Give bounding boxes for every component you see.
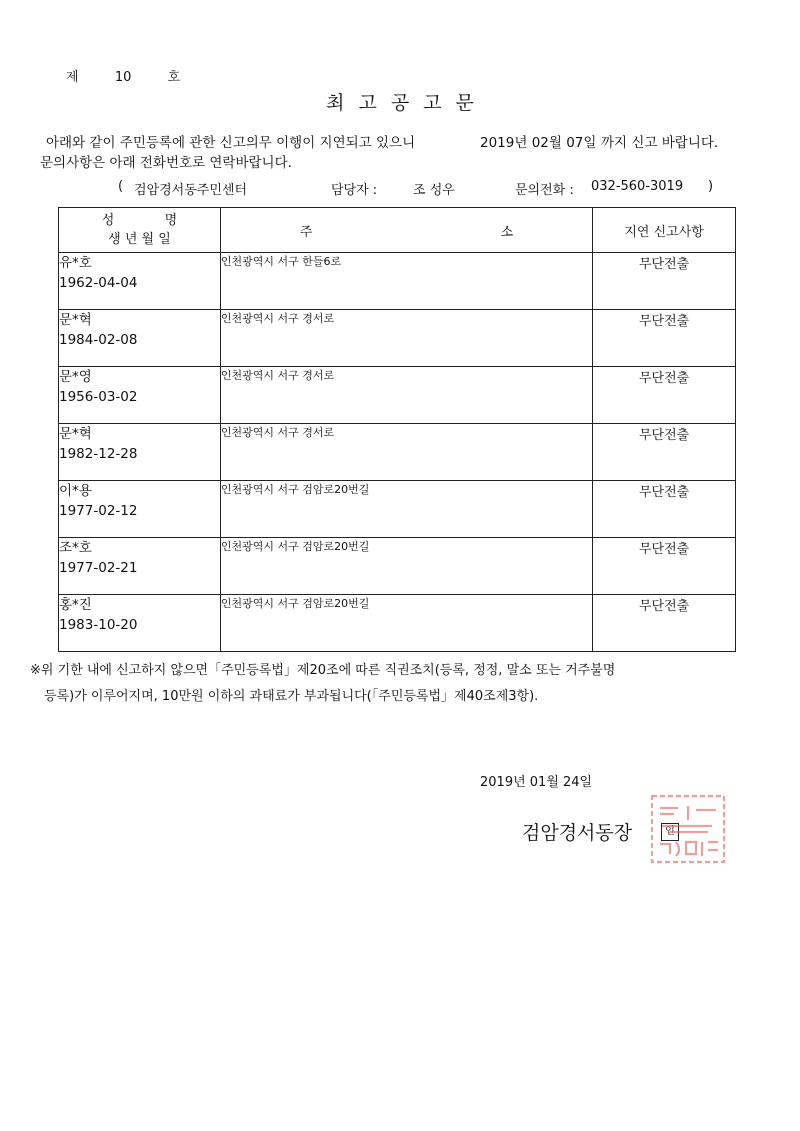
address-cell: 인천광역시 서구 검암로20번길 — [220, 481, 592, 538]
resident-birthdate: 1984-02-08 — [59, 332, 138, 348]
status-cell: 무단전출 — [593, 538, 736, 595]
header-name-birth — [59, 208, 221, 253]
header-name-2: 명 — [164, 213, 178, 228]
name-cell — [59, 538, 221, 595]
page-title: 최고공고문 — [326, 92, 488, 114]
resident-birthdate: 1962-04-04 — [59, 275, 138, 291]
name-cell — [59, 253, 221, 310]
seal-mark: 인 — [661, 823, 679, 841]
status-cell: 무단전출 — [593, 367, 736, 424]
resident-name: 홍*진 — [59, 597, 92, 613]
address-cell: 인천광역시 서구 경서로 — [220, 310, 592, 367]
resident-name: 유*호 — [59, 255, 92, 271]
header-name-1: 성 — [101, 213, 115, 228]
table-row — [59, 481, 736, 538]
address-cell: 인천광역시 서구 검암로20번길 — [220, 538, 592, 595]
status-cell: 무단전출 — [593, 310, 736, 367]
contact-open-paren: ( — [118, 179, 124, 194]
resident-name: 조*호 — [59, 540, 92, 556]
name-cell — [59, 310, 221, 367]
status-cell: 무단전출 — [593, 424, 736, 481]
table-row — [59, 538, 736, 595]
table-row — [59, 424, 736, 481]
resident-birthdate: 1982-12-28 — [59, 446, 138, 462]
document-number-prefix: 제 — [66, 70, 79, 85]
delinquent-residents-table — [58, 207, 736, 652]
penalty-notice-line-2: 등록)가 이루어지며, 10만원 이하의 과태료가 부과됩니다(「주민등록법」제40조제3항). — [44, 689, 539, 704]
address-cell: 인천광역시 서구 검암로20번길 — [220, 595, 592, 652]
name-cell — [59, 481, 221, 538]
intro-line-2: 문의사항은 아래 전화번호로 연락바랍니다. — [40, 155, 292, 171]
name-cell — [59, 595, 221, 652]
issue-date: 2019년 01월 24일 — [480, 775, 593, 790]
document-number-suffix: 호 — [167, 70, 181, 85]
contact-phone: 032-560-3019 — [591, 179, 684, 194]
header-address-1: 주 — [299, 224, 313, 240]
name-cell — [59, 367, 221, 424]
address-cell: 인천광역시 서구 경서로 — [220, 424, 592, 481]
table-row — [59, 253, 736, 310]
deadline-tail: 까지 신고 바랍니다. — [601, 135, 719, 151]
document-number — [66, 66, 180, 85]
address-cell: 인천광역시 서구 경서로 — [220, 367, 592, 424]
name-cell — [59, 424, 221, 481]
resident-name: 이*용 — [59, 483, 92, 499]
resident-birthdate: 1956-03-02 — [59, 389, 138, 405]
table-header-row — [59, 208, 736, 253]
table-row — [59, 310, 736, 367]
status-cell: 무단전출 — [593, 253, 736, 310]
header-status: 지연 신고사항 — [593, 208, 736, 253]
resident-name: 문*혁 — [59, 312, 92, 328]
resident-name: 문*영 — [59, 369, 92, 385]
header-address-2: 소 — [500, 224, 514, 240]
official-seal-stamp-icon — [648, 792, 728, 866]
address-cell: 인천광역시 서구 한들6로 — [220, 253, 592, 310]
header-address — [220, 208, 592, 253]
status-cell: 무단전출 — [593, 481, 736, 538]
header-birthdate: 생 년 월 일 — [108, 232, 171, 247]
contact-manager: 조 성우 — [413, 183, 455, 198]
resident-birthdate: 1977-02-21 — [59, 560, 138, 576]
penalty-notice-line-1: ※위 기한 내에 신고하지 않으면「주민등록법」제20조에 따른 직권조치(등록, 정정, 말소 또는 거주불명 — [30, 663, 616, 678]
signer-title: 검암경서동장 — [522, 822, 633, 844]
deadline-date: 2019년 02월 07일 — [480, 135, 597, 151]
resident-birthdate: 1983-10-20 — [59, 617, 138, 633]
resident-name: 문*혁 — [59, 426, 92, 442]
resident-birthdate: 1977-02-12 — [59, 503, 138, 519]
document-number-value: 10 — [114, 70, 132, 85]
contact-office: 검암경서동주민센터 — [134, 183, 248, 198]
contact-manager-label: 담당자 : — [331, 183, 378, 198]
intro-line-1: 아래와 같이 주민등록에 관한 신고의무 이행이 지연되고 있으니 — [46, 135, 416, 151]
contact-close-paren: ) — [708, 179, 714, 194]
contact-phone-label: 문의전화 : — [515, 183, 574, 198]
table-row — [59, 367, 736, 424]
status-cell: 무단전출 — [593, 595, 736, 652]
table-row — [59, 595, 736, 652]
